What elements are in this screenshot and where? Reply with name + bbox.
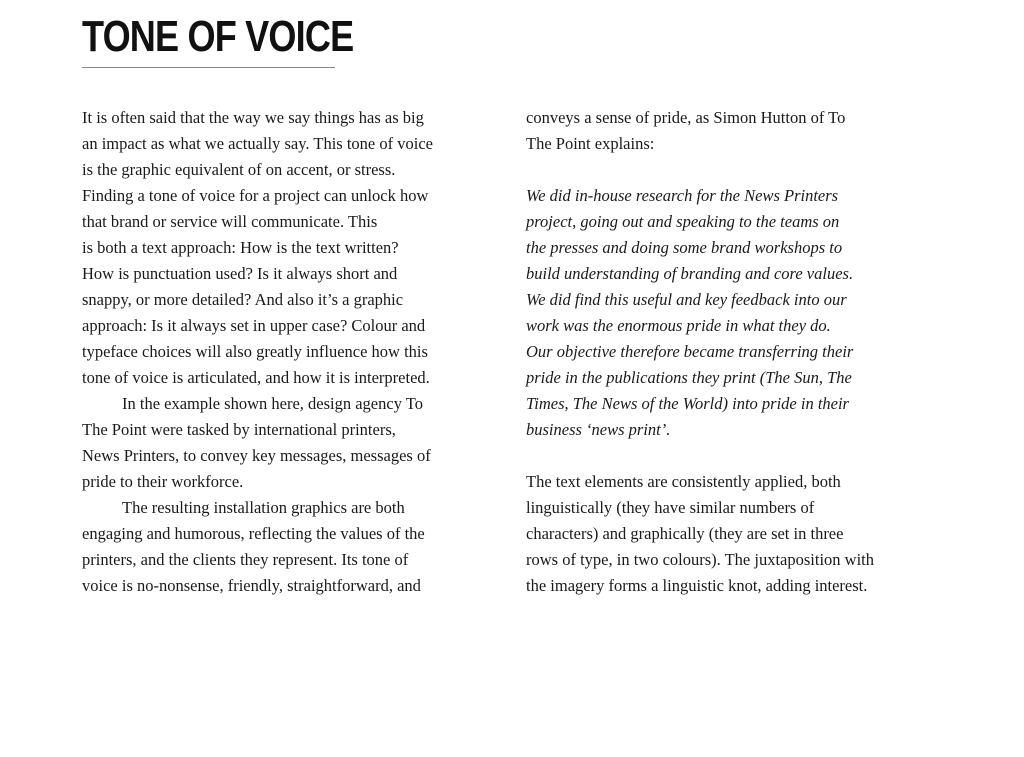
text-line: The Point explains:: [526, 134, 655, 153]
quote-line: business ‘news print’.: [526, 420, 671, 439]
quote-line: Times, The News of the World) into pride in their: [526, 394, 849, 413]
paragraph-result: [82, 495, 502, 599]
block-quote: [526, 183, 946, 443]
text-line: characters) and graphically (they are set in three: [526, 524, 844, 543]
text-line: printers, and the clients they represent. Its tone of: [82, 550, 409, 569]
quote-line: work was the enormous pride in what they do.: [526, 316, 831, 335]
paragraph-example: [82, 391, 502, 495]
quote-line: build understanding of branding and core values.: [526, 264, 854, 283]
text-line: that brand or service will communicate. This: [82, 212, 378, 231]
text-line: is both a text approach: How is the text written?: [82, 238, 399, 257]
paragraph-gap: [526, 157, 946, 183]
paragraph-conclusion: [526, 469, 946, 599]
text-line: typeface choices will also greatly influence how this: [82, 342, 428, 361]
quote-line: We did find this useful and key feedback into our: [526, 290, 847, 309]
title-underline: [82, 67, 335, 68]
text-line: The resulting installation graphics are both: [122, 498, 405, 517]
text-line: tone of voice is articulated, and how it is interpreted.: [82, 368, 430, 387]
quote-line: pride in the publications they print (The Sun, The: [526, 368, 852, 387]
text-line: Finding a tone of voice for a project can unlock how: [82, 186, 429, 205]
quote-line: We did in-house research for the News Printers: [526, 186, 839, 205]
quote-line: Our objective therefore became transferring their: [526, 342, 854, 361]
text-line: The text elements are consistently applied, both: [526, 472, 841, 491]
text-line: News Printers, to convey key messages, messages of: [82, 446, 431, 465]
text-line: is the graphic equivalent of on accent, or stress.: [82, 160, 396, 179]
text-line: rows of type, in two colours). The juxtaposition with: [526, 550, 874, 569]
paragraph-gap: [526, 443, 946, 469]
paragraph-continuation: [526, 105, 946, 157]
text-line: pride to their workforce.: [82, 472, 244, 491]
text-line: How is punctuation used? Is it always short and: [82, 264, 398, 283]
quote-line: project, going out and speaking to the teams on: [526, 212, 840, 231]
text-line: snappy, or more detailed? And also it’s a graphic: [82, 290, 404, 309]
text-line: approach: Is it always set in upper case? Colour and: [82, 316, 426, 335]
text-line: The Point were tasked by international printers,: [82, 420, 396, 439]
page-title: TONE OF VOICE: [82, 12, 354, 61]
text-line: conveys a sense of pride, as Simon Hutton of To: [526, 108, 846, 127]
text-line: the imagery forms a linguistic knot, adding interest.: [526, 576, 868, 595]
paragraph-intro: [82, 105, 502, 391]
text-line: It is often said that the way we say things has as big: [82, 108, 424, 127]
text-line: an impact as what we actually say. This tone of voice: [82, 134, 433, 153]
text-line: In the example shown here, design agency To: [122, 394, 423, 413]
right-column: [526, 105, 946, 599]
quote-line: the presses and doing some brand workshops to: [526, 238, 843, 257]
text-line: linguistically (they have similar numbers of: [526, 498, 815, 517]
text-line: engaging and humorous, reflecting the values of the: [82, 524, 425, 543]
left-column: [82, 105, 502, 599]
text-line: voice is no-nonsense, friendly, straightforward, and: [82, 576, 421, 595]
